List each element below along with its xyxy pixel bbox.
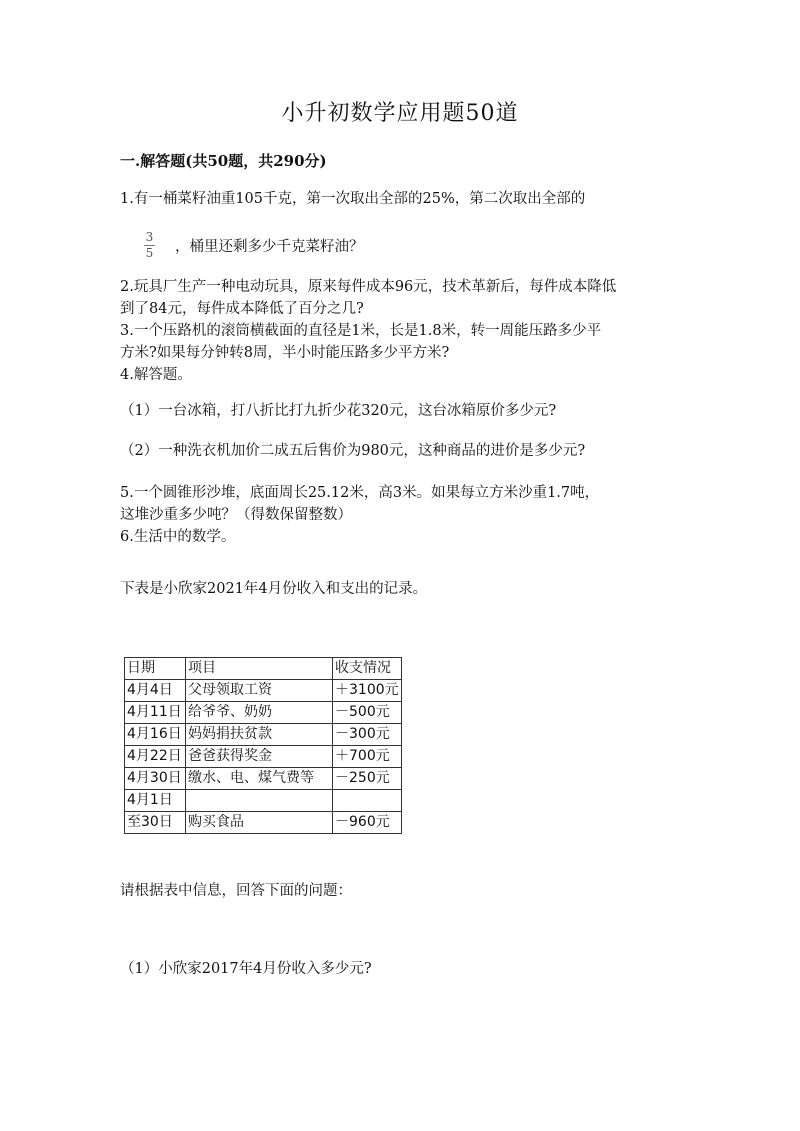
cell-date: 4月11日: [125, 702, 186, 724]
question-2-line-2: 到了84元，每件成本降低了百分之几?: [120, 301, 364, 317]
cell-date: 4月22日: [125, 746, 186, 768]
income-expense-table: [124, 657, 402, 834]
cell-item: 缴水、电、煤气费等: [186, 768, 333, 790]
table-row: [125, 790, 402, 812]
cell-date: 4月1日: [125, 790, 186, 812]
table-followup: 请根据表中信息，回答下面的问题：: [120, 883, 352, 899]
section-heading: 一.解答题(共50题，共290分): [120, 152, 327, 170]
cell-item: 购买食品: [186, 812, 333, 834]
cell-item: [186, 790, 333, 812]
question-1-line-1: 1.有一桶菜籽油重105千克，第一次取出全部的25%，第二次取出全部的: [120, 191, 586, 207]
cell-date: 4月30日: [125, 768, 186, 790]
table-intro: 下表是小欣家2021年4月份收入和支出的记录。: [120, 581, 428, 597]
question-6-sub-1: （1）小欣家2017年4月份收入多少元?: [120, 961, 372, 977]
cell-amount: －960元: [333, 812, 402, 834]
cell-item: 妈妈捐扶贫款: [186, 724, 333, 746]
cell-amount: －250元: [333, 768, 402, 790]
cell-date: 至30日: [125, 812, 186, 834]
question-5-line-2: 这堆沙重多少吨？（得数保留整数）: [120, 507, 352, 523]
question-5-line-1: 5.一个圆锥形沙堆，底面周长25.12米，高3米。如果每立方米沙重1.7吨，: [120, 485, 600, 501]
table-header-row: [125, 658, 402, 680]
question-3-line-1: 3.一个压路机的滚筒横截面的直径是1米，长是1.8米，转一周能压路多少平: [120, 323, 602, 339]
cell-item: 父母领取工资: [186, 680, 333, 702]
question-4: 4.解答题。: [120, 367, 192, 383]
header-date: 日期: [125, 658, 186, 680]
cell-amount: [333, 790, 402, 812]
question-6: 6.生活中的数学。: [120, 529, 236, 545]
table-row: [125, 746, 402, 768]
table-row: [125, 768, 402, 790]
question-2-line-1: 2.玩具厂生产一种电动玩具，原来每件成本96元，技术革新后，每件成本降低: [120, 279, 617, 295]
header-amount: 收支情况: [333, 658, 402, 680]
cell-amount: －300元: [333, 724, 402, 746]
cell-amount: ＋3100元: [333, 680, 402, 702]
cell-date: 4月16日: [125, 724, 186, 746]
table-row: [125, 724, 402, 746]
table-row: [125, 812, 402, 834]
header-item: 项目: [186, 658, 333, 680]
question-4-sub-2: （2）一种洗衣机加价二成五后售价为980元，这种商品的进价是多少元?: [120, 443, 586, 459]
table-row: [125, 680, 402, 702]
cell-item: 给爷爷、奶奶: [186, 702, 333, 724]
cell-amount: ＋700元: [333, 746, 402, 768]
question-3-line-2: 方米?如果每分钟转8周，半小时能压路多少平方米?: [120, 345, 450, 361]
question-1-line-2: ，桶里还剩多少千克菜籽油？: [175, 239, 364, 255]
page-title: 小升初数学应用题50道: [281, 101, 519, 126]
fraction-three-fifths: [144, 231, 155, 260]
fraction-numerator: 3: [145, 230, 154, 244]
question-4-sub-1: （1）一台冰箱，打八折比打九折少花320元，这台冰箱原价多少元?: [120, 403, 557, 419]
table-row: [125, 702, 402, 724]
cell-amount: －500元: [333, 702, 402, 724]
cell-item: 爸爸获得奖金: [186, 746, 333, 768]
cell-date: 4月4日: [125, 680, 186, 702]
fraction-denominator: 5: [145, 246, 154, 260]
